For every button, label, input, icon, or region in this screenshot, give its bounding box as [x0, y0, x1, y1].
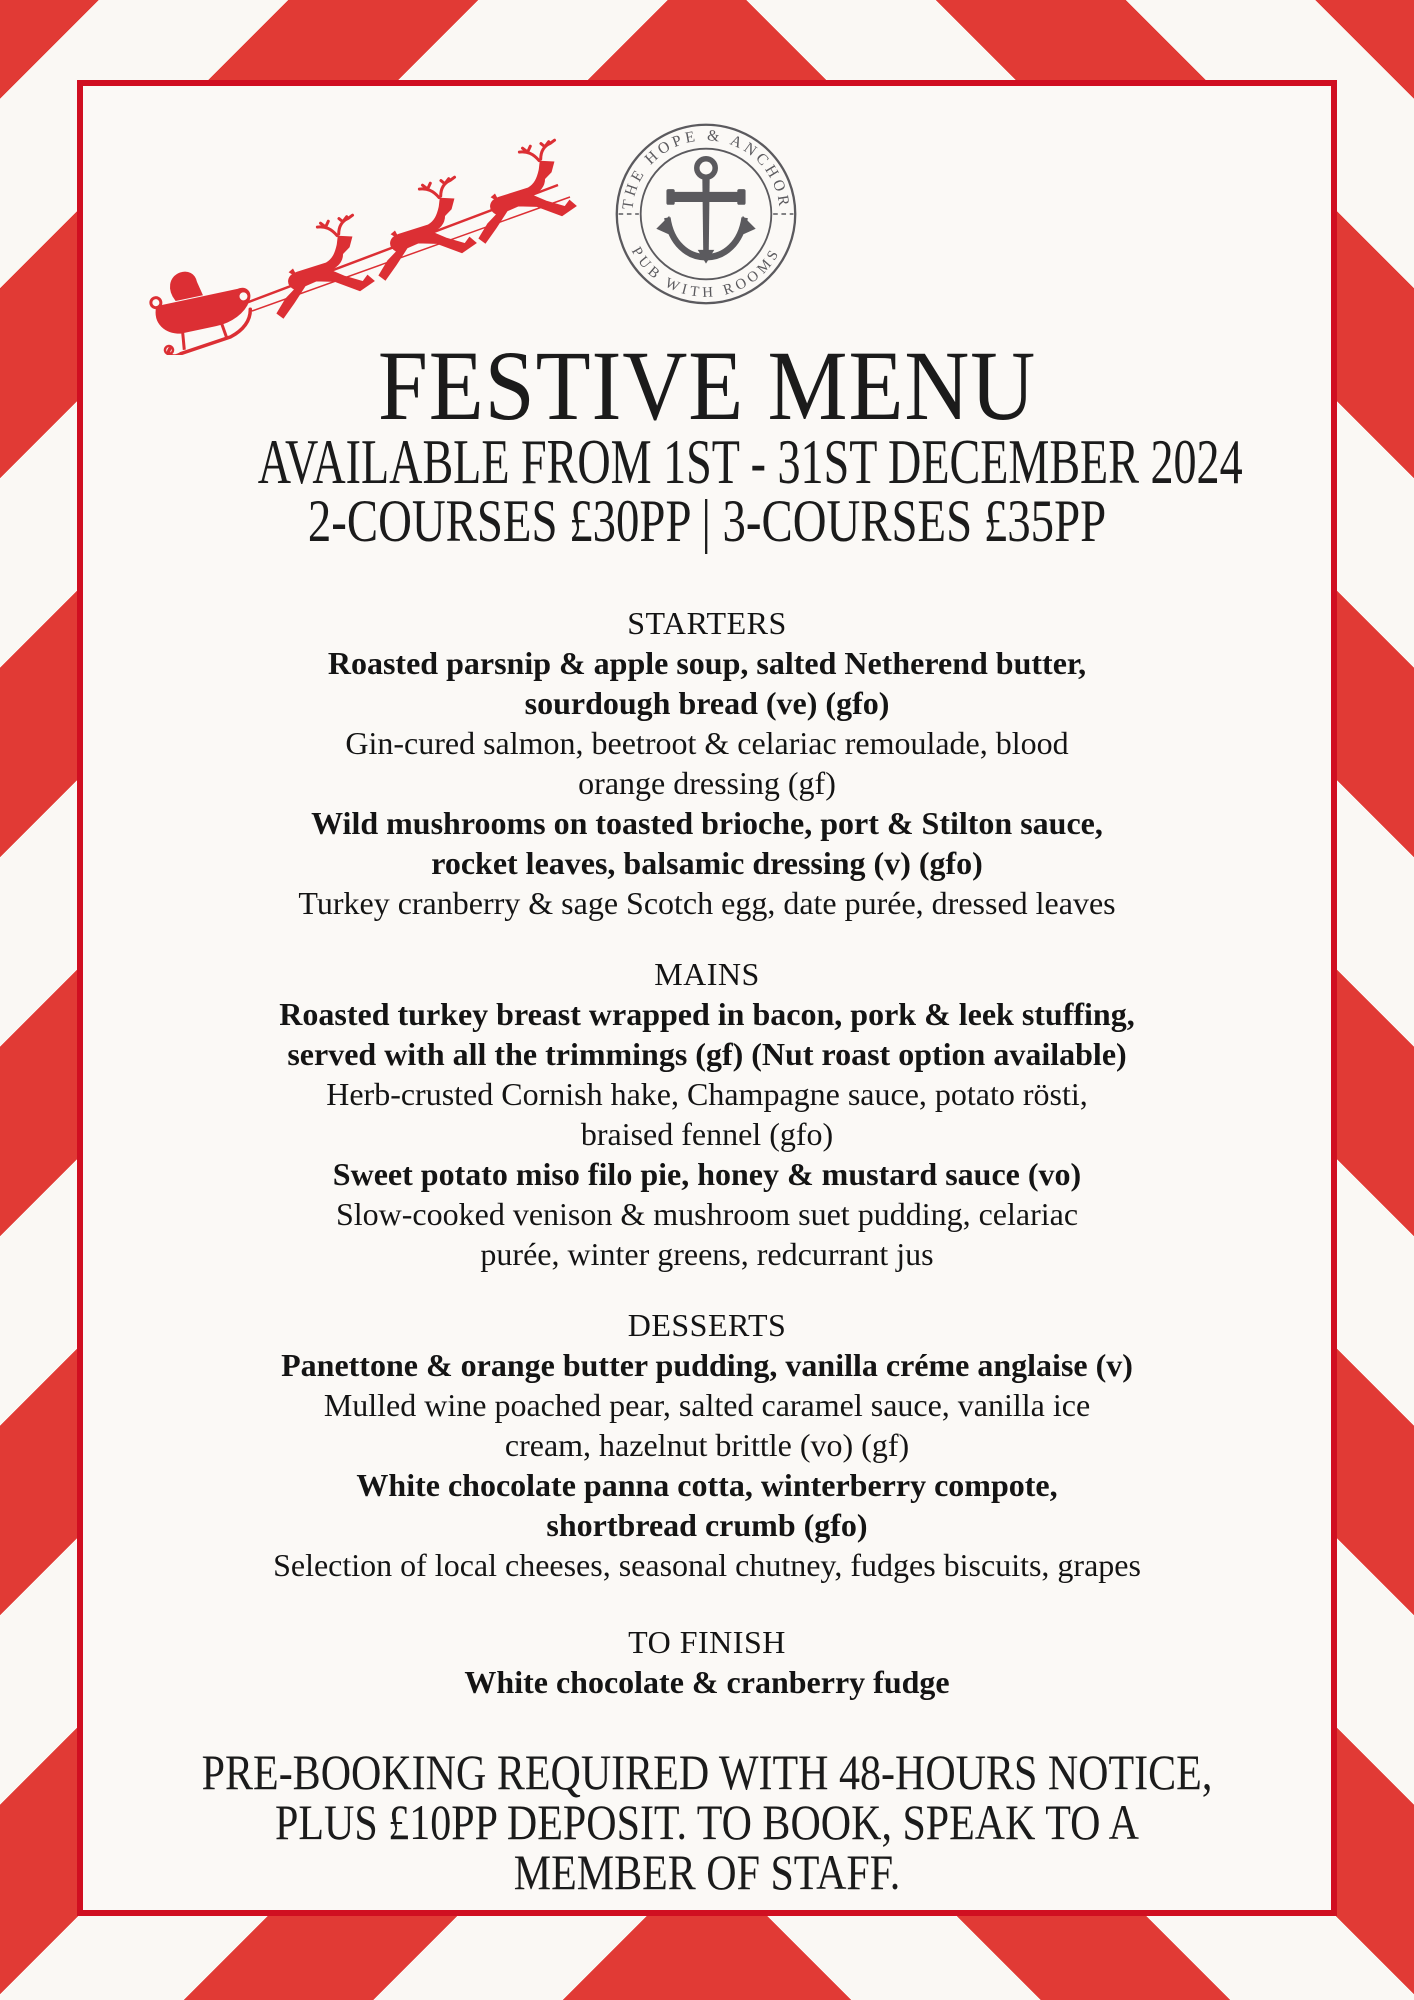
menu-item-line: Sweet potato miso filo pie, honey & mustard sauce (vo) [332, 1156, 1082, 1192]
booking-note-line: PLUS £10PP DEPOSIT. TO BOOK, SPEAK TO A [275, 1794, 1139, 1850]
section-heading: TO FINISH [628, 1624, 786, 1660]
menu-item-line: braised fennel (gfo) [580, 1116, 834, 1152]
reindeer-icon [460, 139, 579, 244]
booking-note-line: PRE-BOOKING REQUIRED WITH 48-HOURS NOTICE, [201, 1744, 1213, 1800]
menu-item-line: sourdough bread (ve) (gfo) [524, 685, 890, 721]
menu-item-line: Roasted turkey breast wrapped in bacon, pork & leek stuffing, [279, 996, 1135, 1032]
menu-item-line: shortbread crumb (gfo) [546, 1507, 868, 1543]
logo-top-text: THE HOPE & ANCHOR [619, 127, 793, 211]
reindeer-icon [258, 214, 377, 319]
menu-item-line: White chocolate panna cotta, winterberry compote, [356, 1467, 1058, 1503]
page-title: FESTIVE MENU [377, 330, 1037, 441]
menu-item-line: Turkey cranberry & sage Scotch egg, date purée, dressed leaves [298, 885, 1116, 921]
menu-item-line: Roasted parsnip & apple soup, salted Netherend butter, [327, 645, 1087, 681]
menu-item-line: purée, winter greens, redcurrant jus [480, 1236, 934, 1272]
menu-item-line: Mulled wine poached pear, salted caramel sauce, vanilla ice [323, 1387, 1091, 1423]
menu-item-line: Gin-cured salmon, beetroot & celariac remoulade, blood [345, 725, 1069, 761]
menu-section-desserts [83, 1305, 1331, 1585]
menu-item-line: Herb-crusted Cornish hake, Champagne sauce, potato rösti, [326, 1076, 1088, 1112]
section-heading: STARTERS [627, 605, 787, 641]
pricing-subtitle: 2-COURSES £30PP | 3-COURSES £35PP [307, 488, 1107, 554]
menu-item-line: rocket leaves, balsamic dressing (v) (gfo) [431, 845, 983, 881]
menu-item-line: served with all the trimmings (gf) (Nut roast option available) [287, 1036, 1127, 1072]
santa-sleigh-icon [140, 105, 610, 355]
menu-item-line: Panettone & orange butter pudding, vanilla créme anglaise (v) [281, 1347, 1133, 1383]
menu-item-line: Slow-cooked venison & mushroom suet pudding, celariac [335, 1196, 1079, 1232]
menu-item-line: Selection of local cheeses, seasonal chutney, fudges biscuits, grapes [273, 1547, 1141, 1583]
menu-section-mains [83, 954, 1331, 1274]
hope-anchor-logo [614, 122, 798, 306]
booking-note-line: MEMBER OF STAFF. [513, 1844, 901, 1900]
section-heading: DESSERTS [627, 1307, 787, 1343]
anchor-icon [656, 159, 755, 264]
menu-item-line: White chocolate & cranberry fudge [464, 1664, 950, 1700]
menu-item-line: Wild mushrooms on toasted brioche, port & Stilton sauce, [311, 805, 1103, 841]
availability-subtitle: AVAILABLE FROM 1ST - 31ST DECEMBER 2024 [257, 426, 1243, 497]
booking-note [83, 1744, 1331, 1900]
menu-item-line: cream, hazelnut brittle (vo) (gf) [504, 1427, 910, 1463]
menu-section-starters [83, 603, 1331, 923]
menu-panel [77, 80, 1337, 1916]
menu-section-to-finish [83, 1622, 1331, 1702]
logo-bottom-text: PUB WITH ROOMS [627, 244, 785, 302]
section-heading: MAINS [654, 956, 760, 992]
menu-item-line: orange dressing (gf) [578, 765, 836, 801]
